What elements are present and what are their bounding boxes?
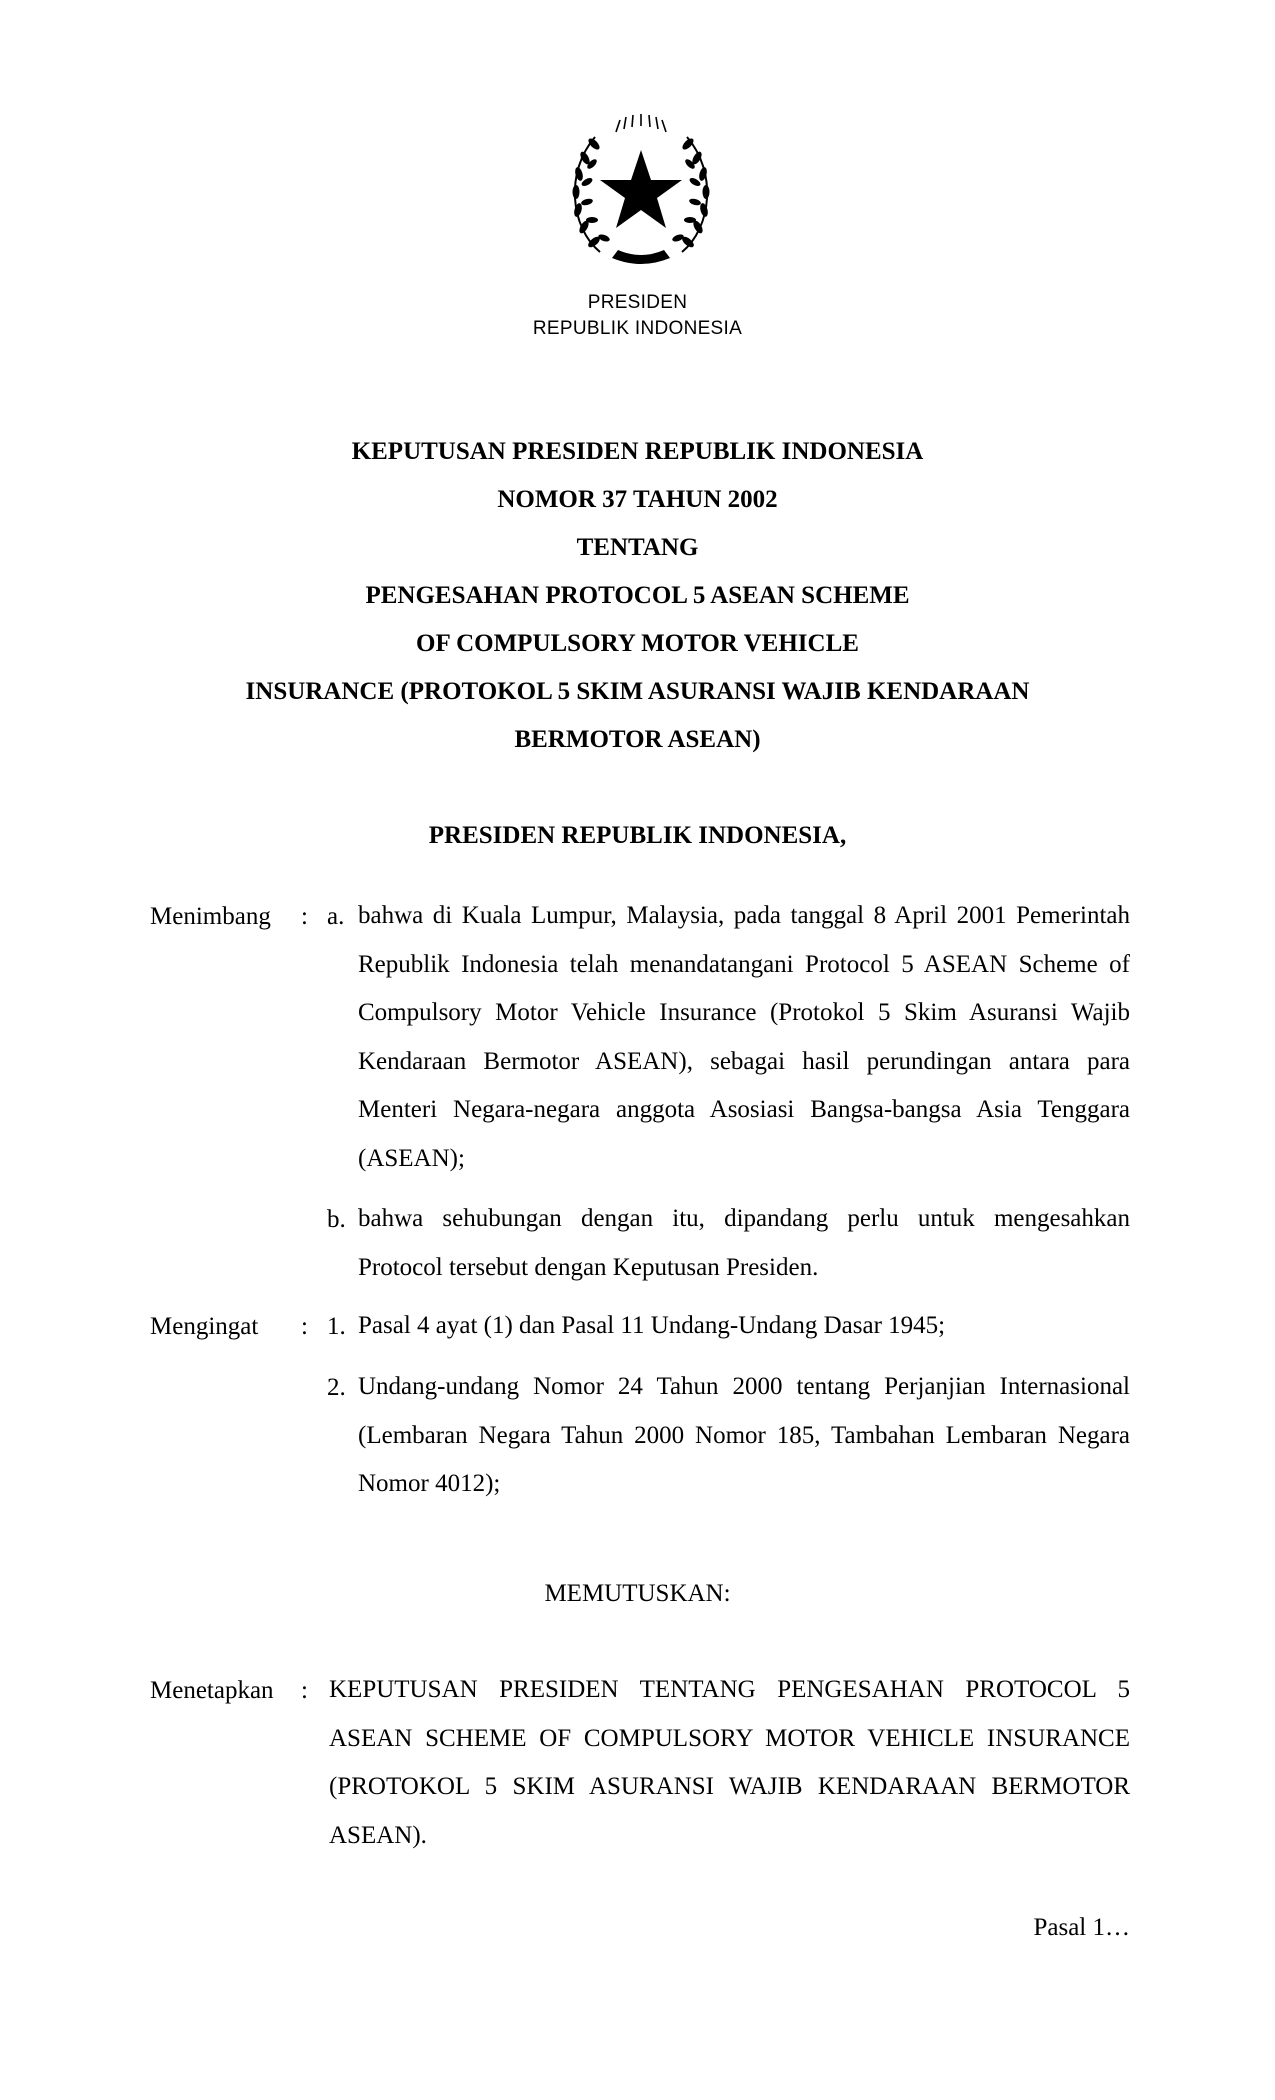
title-line-6: INSURANCE (PROTOKOL 5 SKIM ASURANSI WAJIB KENDARAAN xyxy=(245,678,1030,705)
menetapkan-colon: : xyxy=(301,1677,308,1704)
mengingat-label: Mengingat xyxy=(150,1313,259,1340)
title-line-2: NOMOR 37 TAHUN 2002 xyxy=(497,486,778,513)
title-line-7: BERMOTOR ASEAN) xyxy=(514,726,761,753)
issuer-heading: PRESIDEN REPUBLIK INDONESIA, xyxy=(428,822,847,849)
continuation-marker: Pasal 1… xyxy=(1033,1914,1130,1941)
mengingat-item-1: Pasal 4 ayat (1) dan Pasal 11 Undang-Undang Dasar 1945; xyxy=(358,1312,946,1339)
mengingat-marker-1: 1. xyxy=(327,1313,346,1340)
letterhead-subtitle: REPUBLIK INDONESIA xyxy=(532,318,743,339)
title-line-5: OF COMPULSORY MOTOR VEHICLE xyxy=(416,630,859,657)
mengingat-colon: : xyxy=(301,1313,308,1340)
menimbang-colon: : xyxy=(301,903,308,930)
title-line-3: TENTANG xyxy=(576,534,699,561)
menetapkan-text: KEPUTUSAN PRESIDEN TENTANG PENGESAHAN PROTOCOL 5 ASEAN SCHEME OF COMPULSORY MOTOR VEHICLE INSURANCE (PROTOKOL 5 SKIM ASURANSI WAJIB KENDARAAN BERMOTOR ASEAN). xyxy=(329,1676,1130,1849)
title-line-1: KEPUTUSAN PRESIDEN REPUBLIK INDONESIA xyxy=(351,438,924,465)
menimbang-label: Menimbang xyxy=(150,903,271,930)
letterhead-title: PRESIDEN xyxy=(587,292,688,313)
menimbang-marker-b: b. xyxy=(327,1206,346,1233)
mengingat-item-2: Undang-undang Nomor 24 Tahun 2000 tentang Perjanjian Internasional (Lembaran Negara Tahun 2000 Nomor 185, Tambahan Lembaran Negara Nomor 4012); xyxy=(358,1373,1130,1497)
mengingat-marker-2: 2. xyxy=(327,1374,346,1401)
title-line-4: PENGESAHAN PROTOCOL 5 ASEAN SCHEME xyxy=(365,582,910,609)
menimbang-marker-a: a. xyxy=(327,903,345,930)
menimbang-item-a: bahwa di Kuala Lumpur, Malaysia, pada tanggal 8 April 2001 Pemerintah Republik Indonesia telah menandatangani Protocol 5 ASEAN Scheme of Compulsory Motor Vehicle Insurance (Protokol 5 Skim Asuransi Wajib Kendaraan Bermotor ASEAN), sebagai hasil perundingan antara para Menteri Negara-negara anggota Asosiasi Bangsa-bangsa Asia Tenggara (ASEAN); xyxy=(358,902,1130,1172)
garuda-star-wreath-emblem-icon xyxy=(560,112,722,274)
menetapkan-label: Menetapkan xyxy=(150,1677,274,1704)
menimbang-item-b: bahwa sehubungan dengan itu, dipandang perlu untuk mengesahkan Protocol tersebut dengan Keputusan Presiden. xyxy=(358,1205,1130,1281)
memutuskan-heading: MEMUTUSKAN: xyxy=(544,1580,731,1607)
